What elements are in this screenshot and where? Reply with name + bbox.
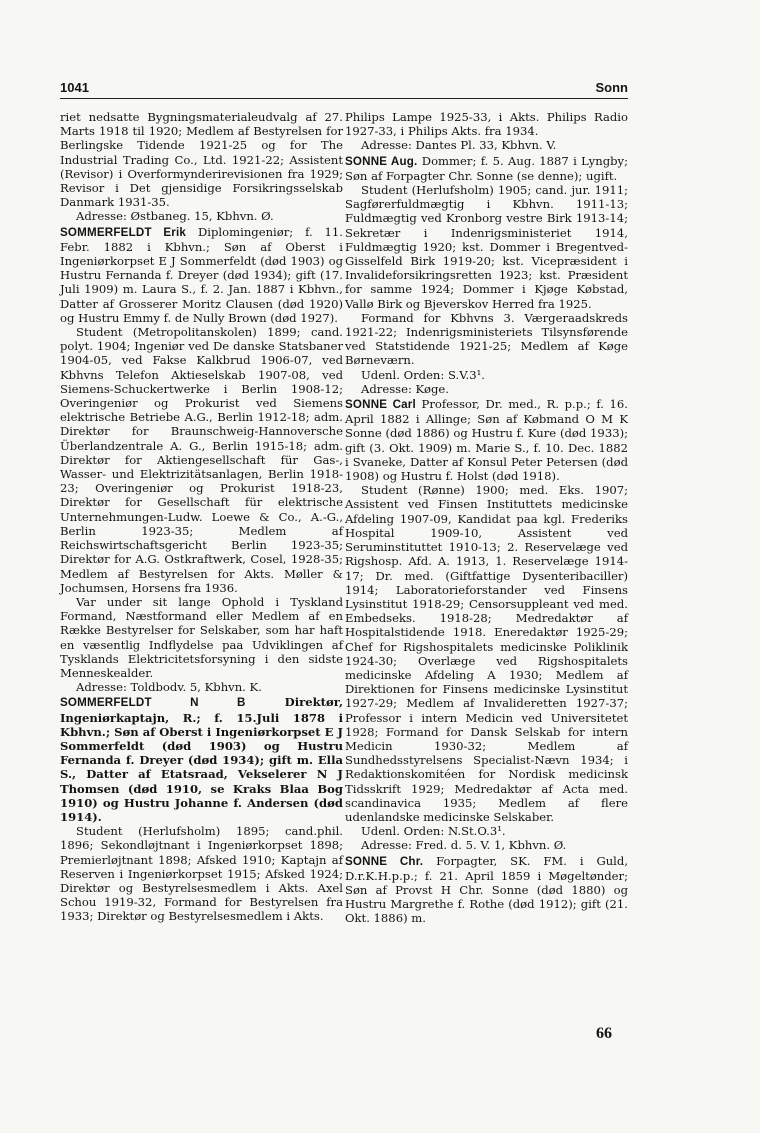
paragraph: Adresse: Køge. [361, 381, 449, 396]
entry-name: SONNE Aug. [345, 154, 418, 168]
paragraph: Adresse: Dantes Pl. 33, Kbhvn. V. [361, 138, 557, 153]
paragraph: Adresse: Østbaneg. 15, Kbhvn. Ø. [76, 209, 274, 224]
paragraph: Udenl. Orden: S.V.3¹. [361, 367, 485, 382]
footer-page-number: 66 [596, 1025, 612, 1042]
biography-entry [345, 397, 628, 483]
entry-name: SOMMERFELDT Erik [60, 225, 187, 239]
entry-text: Professor, Dr. med., R. p.p.; f. 16. April 1882 i Allinge; Søn af Købmand O M K Sonne (død 1886) og Hustru f. Kure (død 1933); gift (3. Okt. 1909) m. Marie S., f. 10. Dec. 1882 i Svaneke, Datter af Konsul Peter Petersen (død 1908) og Hustru f. Holst (død 1918). [345, 397, 628, 484]
paragraph: Adresse: Toldbodv. 5, Kbhvn. K. [76, 680, 262, 695]
paragraph: Student (Herlufsholm) 1905; cand. jur. 1911; Sagførerfuldmægtig i Kbhvn. 1911-13; Fuldmægtig ved Kronborg vestre Birk 1913-14; Sekretær i Indenrigsministeriet 1914, Fuldmægtig 1920; kst. Dommer i Bregentved-Gisselfeld Birk 1919-20; kst. Vicepræsident i Invalideforsikringsretten 1923; kst. Præsident for samme 1924; Dommer i Kjøge Købstad, Vallø Birk og Bjeverskov Herred fra 1925. [345, 183, 628, 311]
paragraph: Var under sit lange Ophold i Tyskland Formand, Næstformand eller Medlem af en Række Bestyrelser for Selskaber, som har haft en væsentlig Indflydelse paa Udviklingen af Tysklands Elektricitetsforsyning i den sidste Menneskealder. [60, 594, 343, 680]
header-running-head: Sonn [595, 80, 628, 95]
paragraph: Adresse: Fred. d. 5. V. 1, Kbhvn. Ø. [361, 838, 567, 853]
header-rule [60, 98, 628, 99]
biography-entry [60, 225, 343, 325]
paragraph: Formand for Kbhvns 3. Værgeraadskreds 1921-22; Indenrigsministeriets Tilsynsførende ved Statstidende 1921-25; Medlem af Køge Børneværn. [345, 310, 628, 368]
paragraph: Udenl. Orden: N.St.O.3¹. [361, 824, 506, 839]
paragraph: Philips Lampe 1925-33, i Akts. Philips Radio 1927-33, i Philips Akts. fra 1934. [345, 110, 628, 139]
biography-entry [345, 854, 628, 926]
entry-text: Direktør, Ingeniørkaptajn, R.; f. 15.Juli 1878 i Kbhvn.; Søn af Oberst i Ingeniørkorpset E J Sommerfeldt (død 1903) og Hustru Fernanda f. Dreyer (død 1934); gift m. Ella S., Datter af Etatsraad, Vekselerer N J Thomsen (død 1910, se Kraks Blaa Bog 1910) og Hustru Johanne f. Andersen (død 1914). [60, 695, 343, 824]
entry-name: SOMMERFELDT N B [60, 696, 246, 710]
entry-name: SONNE Chr. [345, 854, 424, 868]
biography-entry [345, 154, 628, 183]
paragraph: Student (Rønne) 1900; med. Eks. 1907; Assistent ved Finsen Instituttets medicinske Afdeling 1907-09, Kandidat paa kgl. Frederiks Hospital 1909-10, Assistent ved Seruminstituttet 1910-13; 2. Reservelæge ved Rigshosp. Afd. A. 1913, 1. Reservelæge 1914-17; Dr. med. (Giftfattige Dysenteribaciller) 1914; Laboratorieforstander ved Finsens Lysinstitut 1918-29; Censorsuppleant ved med. Embedseks. 1918-28; Medredaktør af Hospitalstidende 1918. Eneredaktør 1925-29; Chef for Rigshospitalets medicinske Poliklinik 1924-30; Overlæge ved Rigshospitalets medicinske Afdeling A 1930; Medlem af Direktionen for Finsens medicinske Lysinstitut 1927-29; Medlem af Invalideretten 1927-37; Professor i intern Medicin ved Universitetet 1928; Formand for Dansk Selskab for intern Medicin 1930-32; Medlem af Sundhedsstyrelsens Specialist-Nævn 1934; i Redaktionskomitéen for Nordisk medicinsk Tidsskrift 1929; Medredaktør af Acta med. scandinavica 1935; Medlem af flere udenlandske medicinske Selskaber. [345, 483, 628, 824]
entry-text: Forpagter, SK. FM. i Guld, D.r.K.H.p.p.; f. 21. April 1859 i Møgeltønder; Søn af Provst H Chr. Sonne (død 1880) og Hustru Margrethe f. Rothe (død 1912); gift (21. Okt. 1886) m. [345, 853, 629, 926]
entry-name: SONNE Carl [345, 398, 416, 412]
entry-text: Dommer; f. 5. Aug. 1887 i Lyngby; Søn af Forpagter Chr. Sonne (se denne); ugift. [345, 153, 628, 183]
running-header [60, 80, 628, 95]
paragraph: Student (Herlufsholm) 1895; cand.phil. 1896; Sekondløjtnant i Ingeniørkorpset 1898; Premierløjtnant 1898; Afsked 1910; Kaptajn af Reserven i Ingeniørkorpset 1915; Afsked 1924; Direktør og Bestyrelsesmedlem i Akts. Axel Schou 1919-32, Formand for Bestyrelsen fra 1933; Direktør og Bestyrelsesmedlem i Akts. [60, 824, 343, 924]
biography-entry [60, 695, 343, 824]
header-page-number: 1041 [60, 80, 89, 95]
paragraph: Student (Metropolitanskolen) 1899; cand. polyt. 1904; Ingeniør ved De danske Statsbaner 1904-05, ved Fakse Kalkbrud 1906-07, ved Kbhvns Telefon Aktieselskab 1907-08, ved Siemens-Schuckertwerke i Berlin 1908-12; Overingeniør og Prokurist ved Siemens elektrische Betriebe A.G., Berlin 1912-18; adm. Direktør for Braunschweig-Hannoversche Überlandzentrale A. G., Berlin 1915-18; adm. Direktør for Aktiengesellschaft für Gas-, Wasser- und Elektrizitätsanlagen, Berlin 1918-23; Overingeniør og Prokurist 1918-23, Direktør for Gesellschaft für elektrische Unternehmungen-Ludw. Loewe & Co., A.-G., Berlin 1923-35; Medlem af Reichswirtschaftsgericht Berlin 1923-35; Direktør for A.G. Ostkraftwerk, Cosel, 1928-35; Medlem af Bestyrelsen for Akts. Møller & Jochumsen, Horsens fra 1936. [60, 325, 343, 595]
left-column [60, 110, 343, 924]
paragraph: riet nedsatte Bygningsmaterialeudvalg af 27. Marts 1918 til 1920; Medlem af Bestyrelsen for Berlingske Tidende 1921-25 og for The Industrial Trading Co., Ltd. 1921-22; Assistent (Revisor) i Overformynderirevisionen fra 1929; Revisor i Det gjensidige Forsikringsselskab Danmark 1931-35. [60, 110, 343, 210]
right-column [345, 110, 628, 926]
entry-text: Diplomingeniør; f. 11. Febr. 1882 i Kbhvn.; Søn af Oberst i Ingeniørkorpset E J Sommerfeldt (død 1903) og Hustru Fernanda f. Dreyer (død 1934); gift (17. Juli 1909) m. Laura S., f. 2. Jan. 1887 i Kbhvn., Datter af Grosserer Moritz Clausen (død 1920) og Hustru Emmy f. de Nully Brown (død 1927). [60, 224, 343, 325]
